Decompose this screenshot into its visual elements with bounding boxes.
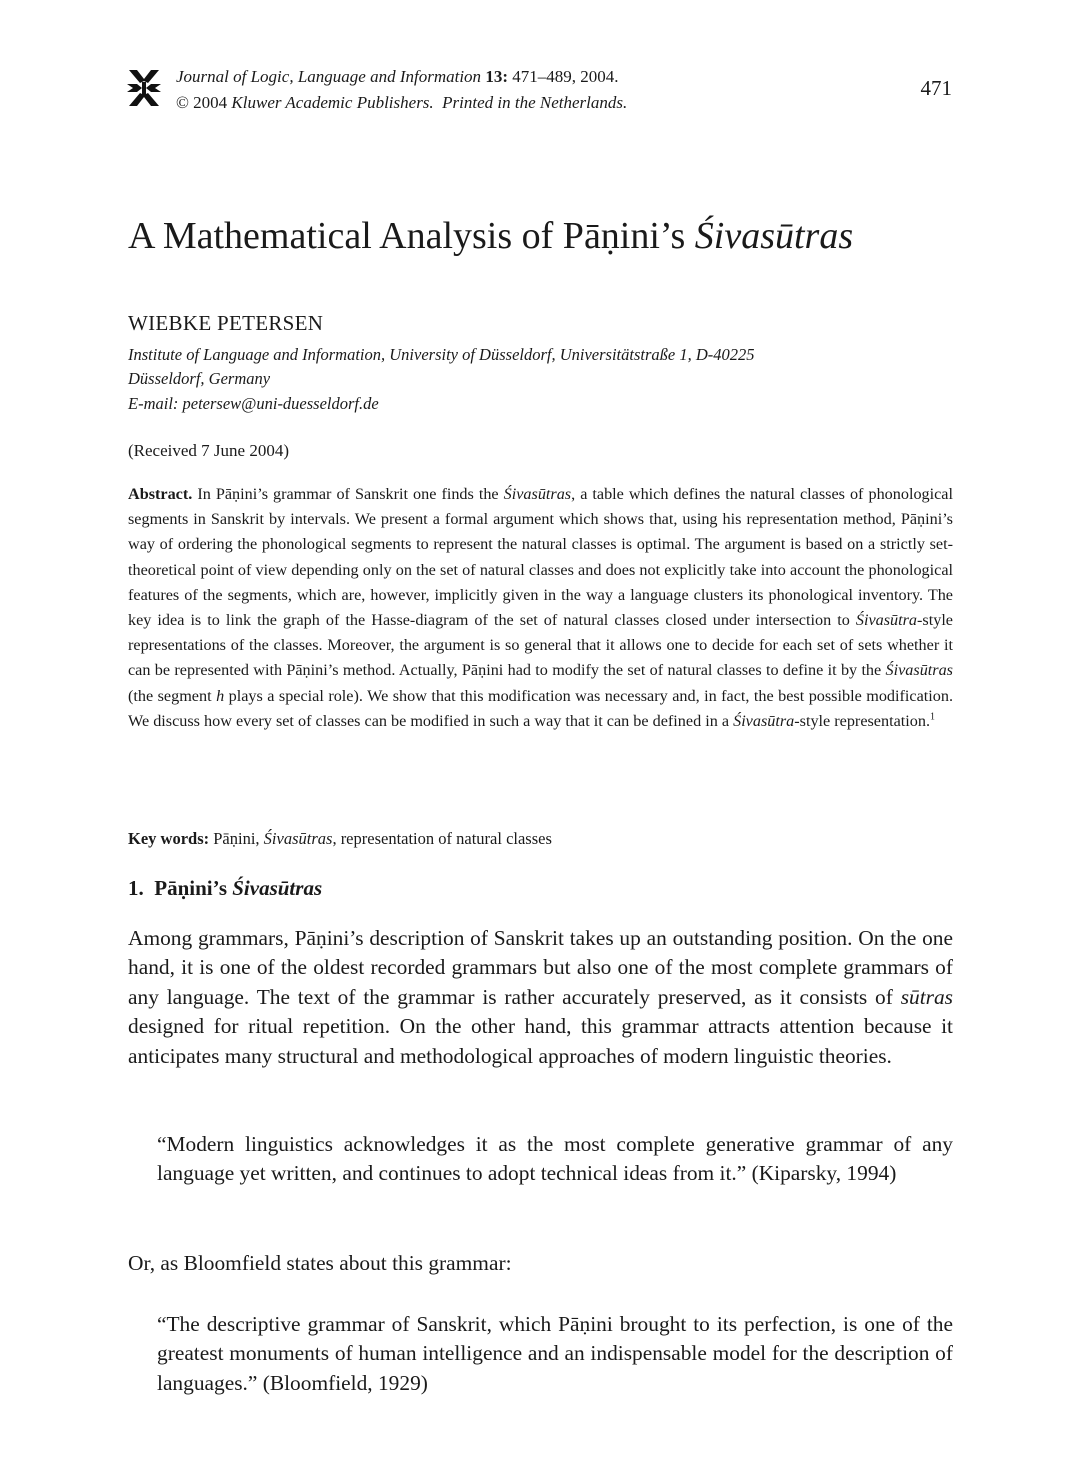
keywords-text: Pāṇini, (209, 829, 264, 848)
title-italic: Śivasūtras (694, 215, 854, 257)
body-text: designed for ritual repetition. On the other hand, this grammar attracts attention because it anticipates many structural and methodological approaches of modern linguistic theories. (128, 1014, 953, 1068)
abstract-text: -style representation. (794, 711, 930, 730)
abstract-italic-term: Śivasūtra (855, 611, 918, 630)
copyright-line (176, 93, 627, 113)
section-italic-title: Śivasūtras (232, 876, 323, 900)
title-main: A Mathematical Analysis of Pāṇini’s (128, 215, 695, 257)
keywords-italic-term: Śivasūtras (263, 829, 333, 848)
body-italic-term: sūtras (900, 984, 953, 1009)
abstract-italic-term: Śivasūtras (503, 485, 572, 503)
author-name: WIEBKE PETERSEN (128, 311, 324, 335)
abstract-italic-term: Śivasūtras (885, 661, 953, 680)
footnote-marker[interactable]: 1 (930, 711, 935, 723)
journal-citation (176, 67, 618, 87)
author-affiliation-city: Düsseldorf, Germany (128, 369, 271, 388)
copyright-year: © 2004 (176, 93, 228, 112)
keywords-label: Key words: (128, 829, 210, 848)
section-heading (128, 876, 322, 901)
quote-kiparsky: “Modern linguistics acknowledges it as the most complete generative grammar of any language yet written, and continues to adopt technical ideas from it.” (Kiparsky, 1994) (157, 1132, 953, 1186)
publisher-logo-icon (127, 68, 161, 108)
keywords (128, 829, 552, 849)
journal-name: Journal of Logic, Language and Information (176, 67, 482, 86)
received-date: (Received 7 June 2004) (128, 441, 289, 460)
printed-location: Printed in the Netherlands. (442, 93, 628, 112)
abstract-text: (the segment (128, 686, 217, 705)
abstract (128, 482, 953, 734)
section-number-title: 1. Pāṇini’s (128, 876, 233, 900)
abstract-text: -style representations of the classes. Moreover, the argument is so general that it allows one to decide for each set of sets whether it can be represented with Pāṇini’s method. Actually, Pāṇini had to modify the set of natural classes to define it by the (128, 611, 953, 680)
quote-bloomfield: “The descriptive grammar of Sanskrit, which Pāṇini brought to its perfection, is one of the greatest monuments of human intelligence and an indispensable model for the description of languages.” (Bloomfield, 1929) (157, 1312, 953, 1395)
abstract-label: Abstract. (128, 485, 193, 503)
abstract-italic-term: h (216, 686, 225, 705)
body-text: Among grammars, Pāṇini’s description of Sanskrit takes up an outstanding position. On the one hand, it is one of the oldest recorded grammars but also one of the most complete grammars of any language. The text of the grammar is rather accurately preserved, as it consists of (128, 926, 953, 1009)
author-email: E-mail: petersew@uni-duesseldorf.de (128, 394, 379, 413)
page-number: 471 (920, 76, 952, 100)
journal-pages-year: 471–489, 2004. (512, 67, 619, 86)
keywords-text: , representation of natural classes (332, 829, 552, 848)
abstract-italic-term: Śivasūtra (733, 711, 795, 730)
body-paragraph: Or, as Bloomfield states about this grammar: (128, 1251, 512, 1275)
paper-title (128, 213, 853, 259)
journal-volume: 13: (485, 67, 508, 86)
author-affiliation: Institute of Language and Information, University of Düsseldorf, Universitätstraße 1, D-40225 (128, 345, 755, 364)
abstract-text: plays a special role). We show that this modification was necessary and, in fact, the best possible modification. We discuss how every set of classes can be modified in such a way that it can be defined in a (128, 686, 953, 730)
body-paragraph (128, 924, 953, 1071)
abstract-text: In Pāṇini’s grammar of Sanskrit one finds the (192, 485, 504, 503)
publisher-name: Kluwer Academic Publishers. (231, 93, 434, 112)
abstract-text: , a table which defines the natural classes of phonological segments in Sanskrit by intervals. We present a formal argument which shows that, using his representation method, Pāṇini’s way of ordering the phonological segments to represent the natural classes is optimal. The argument is based on a strictly set-theoretical point of view depending only on the set of natural classes and does not explicitly take into account the phonological features of the segments, which are, however, implicitly given in the way a language clusters its phonological inventory. The key idea is to link the graph of the Hasse-diagram of the set of natural classes closed under intersection to (128, 485, 953, 630)
